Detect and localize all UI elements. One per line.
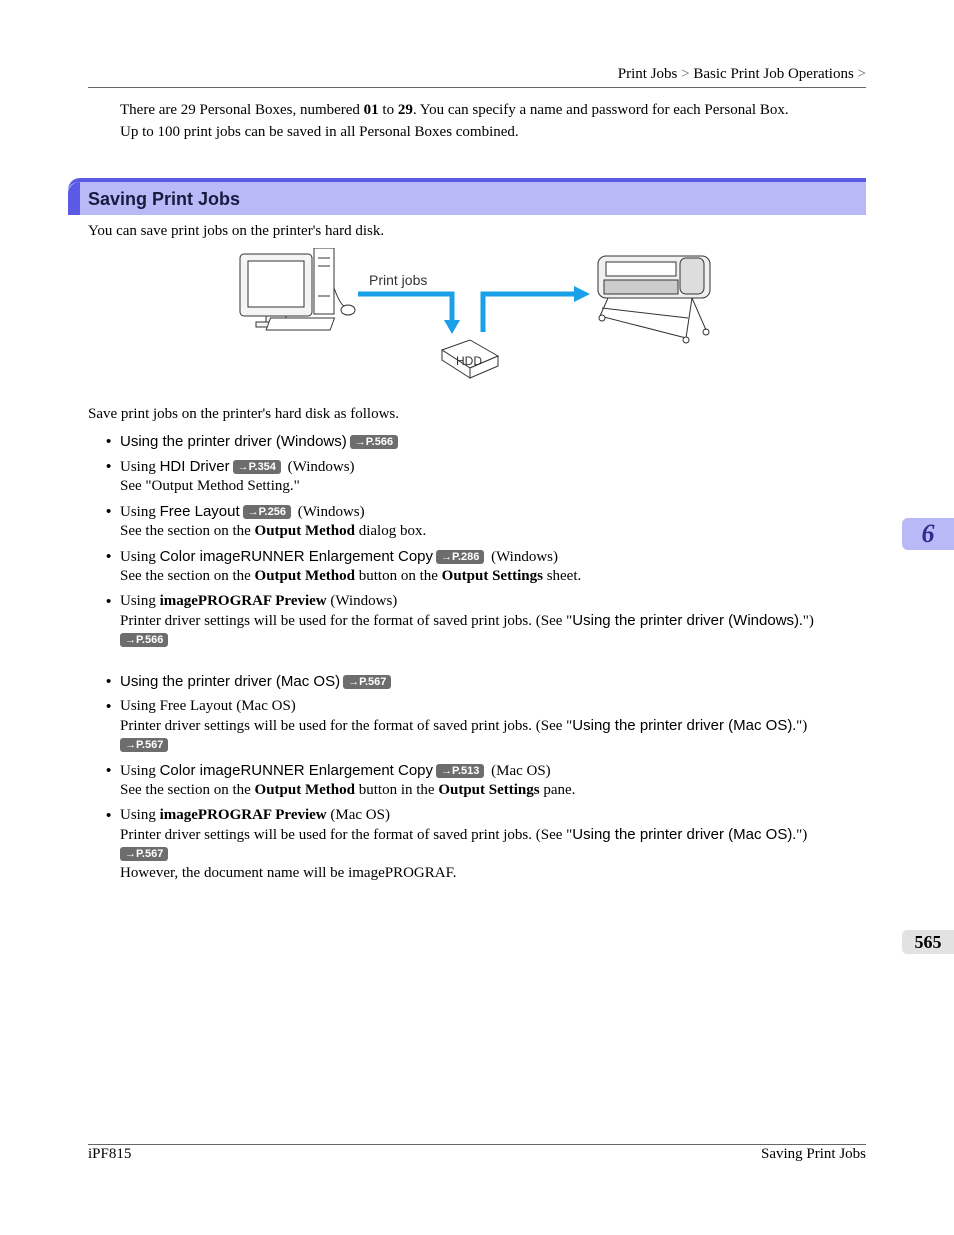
intro-text bbox=[120, 99, 866, 143]
breadcrumb-separator: > bbox=[681, 66, 690, 82]
list-item: • Using imagePROGRAF Preview (Mac OS) Printer driver settings will be used for the format of saved print jobs. (See "Using the printer driver (Mac OS).") →P.567 However, the document name will be imagePROGRAF. bbox=[106, 806, 866, 883]
page-link[interactable]: →P.567 bbox=[343, 675, 391, 689]
footer-section: Saving Print Jobs bbox=[760, 1146, 866, 1162]
page-link[interactable]: →P.286 bbox=[436, 550, 484, 564]
printer-icon bbox=[598, 256, 710, 343]
page-link[interactable]: →P.567 bbox=[120, 738, 168, 752]
section-heading bbox=[68, 178, 866, 215]
method-list bbox=[106, 432, 866, 883]
intro-line-2: Up to 100 print jobs can be saved in all Personal Boxes combined. bbox=[120, 124, 519, 140]
list-item: • Using Color imageRUNNER Enlargement Copy →P.513 (Mac OS) See the section on the Output Method button in the Output Settings pane. bbox=[106, 761, 866, 800]
down-arrow-head bbox=[444, 320, 460, 334]
footer-rule bbox=[88, 1144, 866, 1145]
breadcrumb bbox=[618, 66, 866, 83]
computer-icon bbox=[240, 248, 355, 330]
list-item: • Using the printer driver (Windows) →P.566 bbox=[106, 432, 866, 451]
chapter-tab[interactable] bbox=[902, 518, 954, 550]
list-item: • Using imagePROGRAF Preview (Windows) Printer driver settings will be used for the format of saved print jobs. (See "Using the printer driver (Windows).") →P.566 bbox=[106, 592, 866, 650]
page-link[interactable]: →P.513 bbox=[436, 764, 484, 778]
chapter-number: 6 bbox=[921, 519, 935, 548]
right-arrow bbox=[483, 294, 576, 332]
breadcrumb-item[interactable]: Basic Print Job Operations bbox=[693, 66, 854, 82]
section-heading-tab bbox=[68, 182, 80, 215]
intro-line-1: There are 29 Personal Boxes, numbered 01 to 29. You can specify a name and password for each Personal Box. bbox=[120, 102, 789, 118]
list-item: • Using Free Layout →P.256 (Windows) See the section on the Output Method dialog box. bbox=[106, 502, 866, 541]
footer-model: iPF815 bbox=[88, 1146, 132, 1162]
hdd-label: HDD bbox=[456, 354, 482, 368]
page-link[interactable]: →P.566 bbox=[350, 435, 398, 449]
page-link[interactable]: →P.566 bbox=[120, 633, 168, 647]
page-number-tab bbox=[902, 930, 954, 954]
list-item: • Using Color imageRUNNER Enlargement Copy →P.286 (Windows) See the section on the Output Method button on the Output Settings sheet. bbox=[106, 547, 866, 586]
paragraph: Save print jobs on the printer's hard disk as follows. bbox=[88, 406, 399, 422]
right-arrow-head bbox=[574, 286, 590, 302]
page-link[interactable]: →P.567 bbox=[120, 847, 168, 861]
header-rule bbox=[88, 87, 866, 88]
page-link[interactable]: →P.354 bbox=[233, 460, 281, 474]
breadcrumb-item[interactable]: Print Jobs bbox=[617, 66, 678, 82]
save-print-jobs-diagram bbox=[236, 248, 726, 388]
page-number: 565 bbox=[914, 932, 942, 952]
list-item: • Using Free Layout (Mac OS) Printer driver settings will be used for the format of saved print jobs. (See "Using the printer driver (Mac OS).") →P.567 bbox=[106, 697, 866, 755]
print-jobs-label: Print jobs bbox=[369, 272, 428, 288]
breadcrumb-separator: > bbox=[857, 66, 866, 82]
paragraph: You can save print jobs on the printer's hard disk. bbox=[88, 223, 385, 239]
list-item: • Using the printer driver (Mac OS) →P.567 bbox=[106, 672, 866, 691]
list-item: • Using HDI Driver →P.354 (Windows) See "Output Method Setting." bbox=[106, 457, 866, 496]
page-link[interactable]: →P.256 bbox=[243, 505, 291, 519]
section-title: Saving Print Jobs bbox=[88, 189, 241, 209]
down-arrow bbox=[358, 294, 452, 322]
